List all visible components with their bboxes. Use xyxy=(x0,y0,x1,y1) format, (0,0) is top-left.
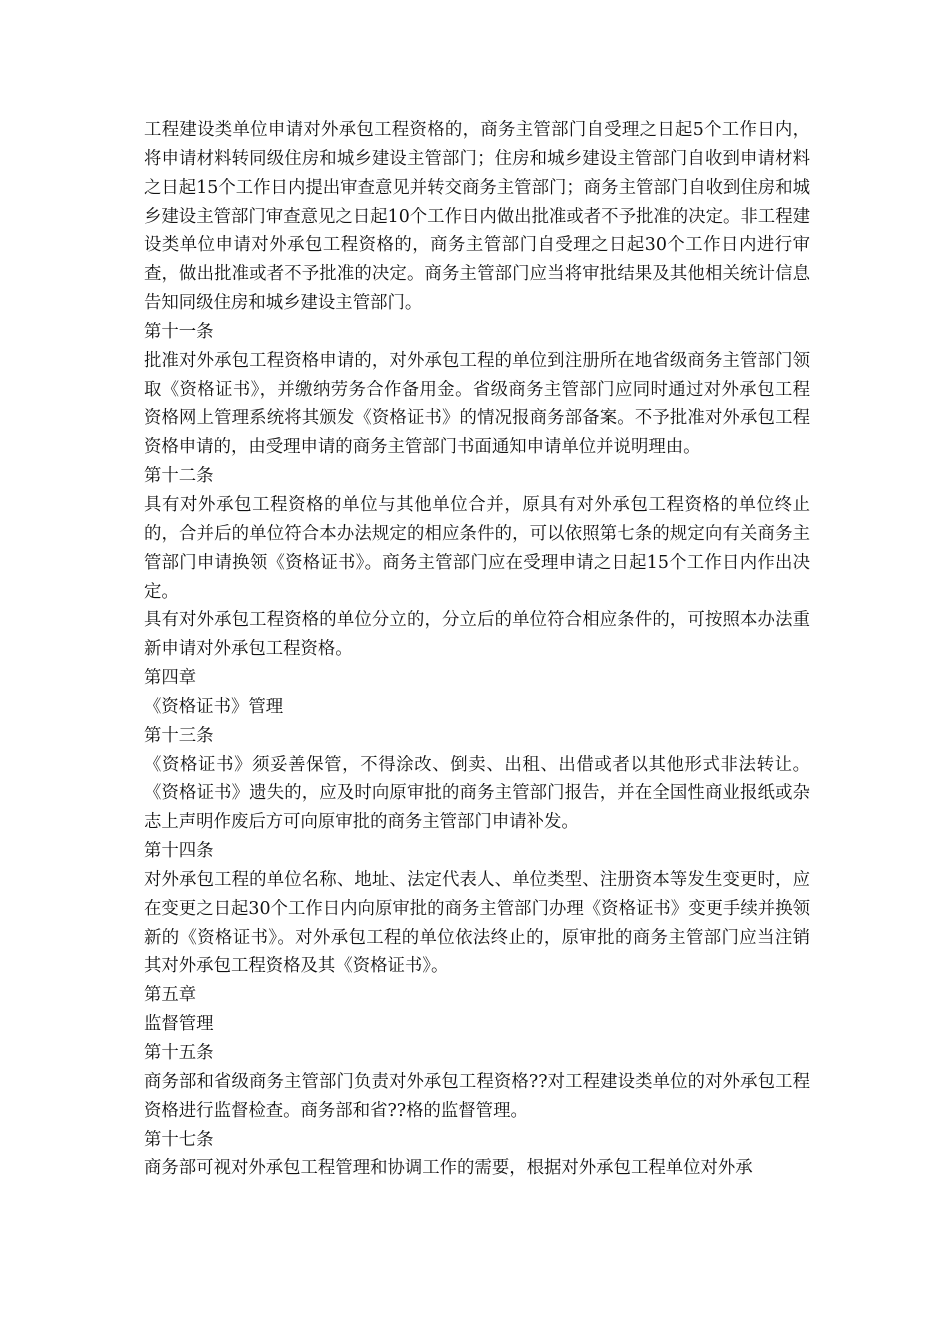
paragraph: 工程建设类单位申请对外承包工程资格的，商务主管部门自受理之日起5个工作日内，将申请材料转同级住房和城乡建设主管部门；住房和城乡建设主管部门自收到申请材料之日起15个工作日内提出审查意见并转交商务主管部门；商务主管部门自收到住房和城乡建设主管部门审查意见之日起10个工作日内做出批准或者不予批准的决定。非工程建设类单位申请对外承包工程资格的，商务主管部门自受理之日起30个工作日内进行审查，做出批准或者不予批准的决定。商务主管部门应当将审批结果及其他相关统计信息告知同级住房和城乡建设主管部门。 xyxy=(144,120,810,314)
paragraph: 商务部和省级商务主管部门负责对外承包工程资格??对工程建设类单位的对外承包工程资格进行监督检查。商务部和省??格的监督管理。 xyxy=(144,1071,810,1121)
document-page xyxy=(144,116,810,1183)
paragraph: 商务部可视对外承包工程管理和协调工作的需要，根据对外承包工程单位对外承 xyxy=(144,1158,753,1179)
article-heading: 第十二条 xyxy=(144,466,214,487)
article-heading: 第十四条 xyxy=(144,841,214,862)
article-heading: 第十三条 xyxy=(144,725,214,746)
paragraph: 批准对外承包工程资格申请的，对外承包工程的单位到注册所在地省级商务主管部门领取《资格证书》，并缴纳劳务合作备用金。省级商务主管部门应同时通过对外承包工程资格网上管理系统将其颁发《资格证书》的情况报商务部备案。不予批准对外承包工程资格申请的，由受理申请的商务主管部门书面通知申请单位并说明理由。 xyxy=(144,350,810,458)
article-heading: 第十五条 xyxy=(144,1043,214,1063)
paragraph: 具有对外承包工程资格的单位与其他单位合并，原具有对外承包工程资格的单位终止的，合并后的单位符合本办法规定的相应条件的，可以依照第七条的规定向有关商务主管部门申请换领《资格证书》。商务主管部门应在受理申请之日起15个工作日内作出决定。 xyxy=(144,494,810,602)
chapter-heading: 第四章 xyxy=(144,668,197,689)
article-heading: 第十一条 xyxy=(144,321,214,342)
chapter-heading: 第五章 xyxy=(144,985,197,1006)
chapter-title: 监督管理 xyxy=(144,1014,214,1035)
paragraph: 《资格证书》须妥善保管，不得涂改、倒卖、出租、出借或者以其他形式非法转让。《资格证书》遗失的，应及时向原审批的商务主管部门报告，并在全国性商业报纸或杂志上声明作废后方可向原审批的商务主管部门申请补发。 xyxy=(144,754,810,833)
paragraph: 对外承包工程的单位名称、地址、法定代表人、单位类型、注册资本等发生变更时，应在变更之日起30个工作日内向原审批的商务主管部门办理《资格证书》变更手续并换领新的《资格证书》。对外承包工程的单位依法终止的，原审批的商务主管部门应当注销其对外承包工程资格及其《资格证书》。 xyxy=(144,869,810,977)
article-heading: 第十七条 xyxy=(144,1129,214,1150)
chapter-title: 《资格证书》管理 xyxy=(144,696,284,717)
paragraph: 具有对外承包工程资格的单位分立的，分立后的单位符合相应条件的，可按照本办法重新申请对外承包工程资格。 xyxy=(144,610,810,660)
